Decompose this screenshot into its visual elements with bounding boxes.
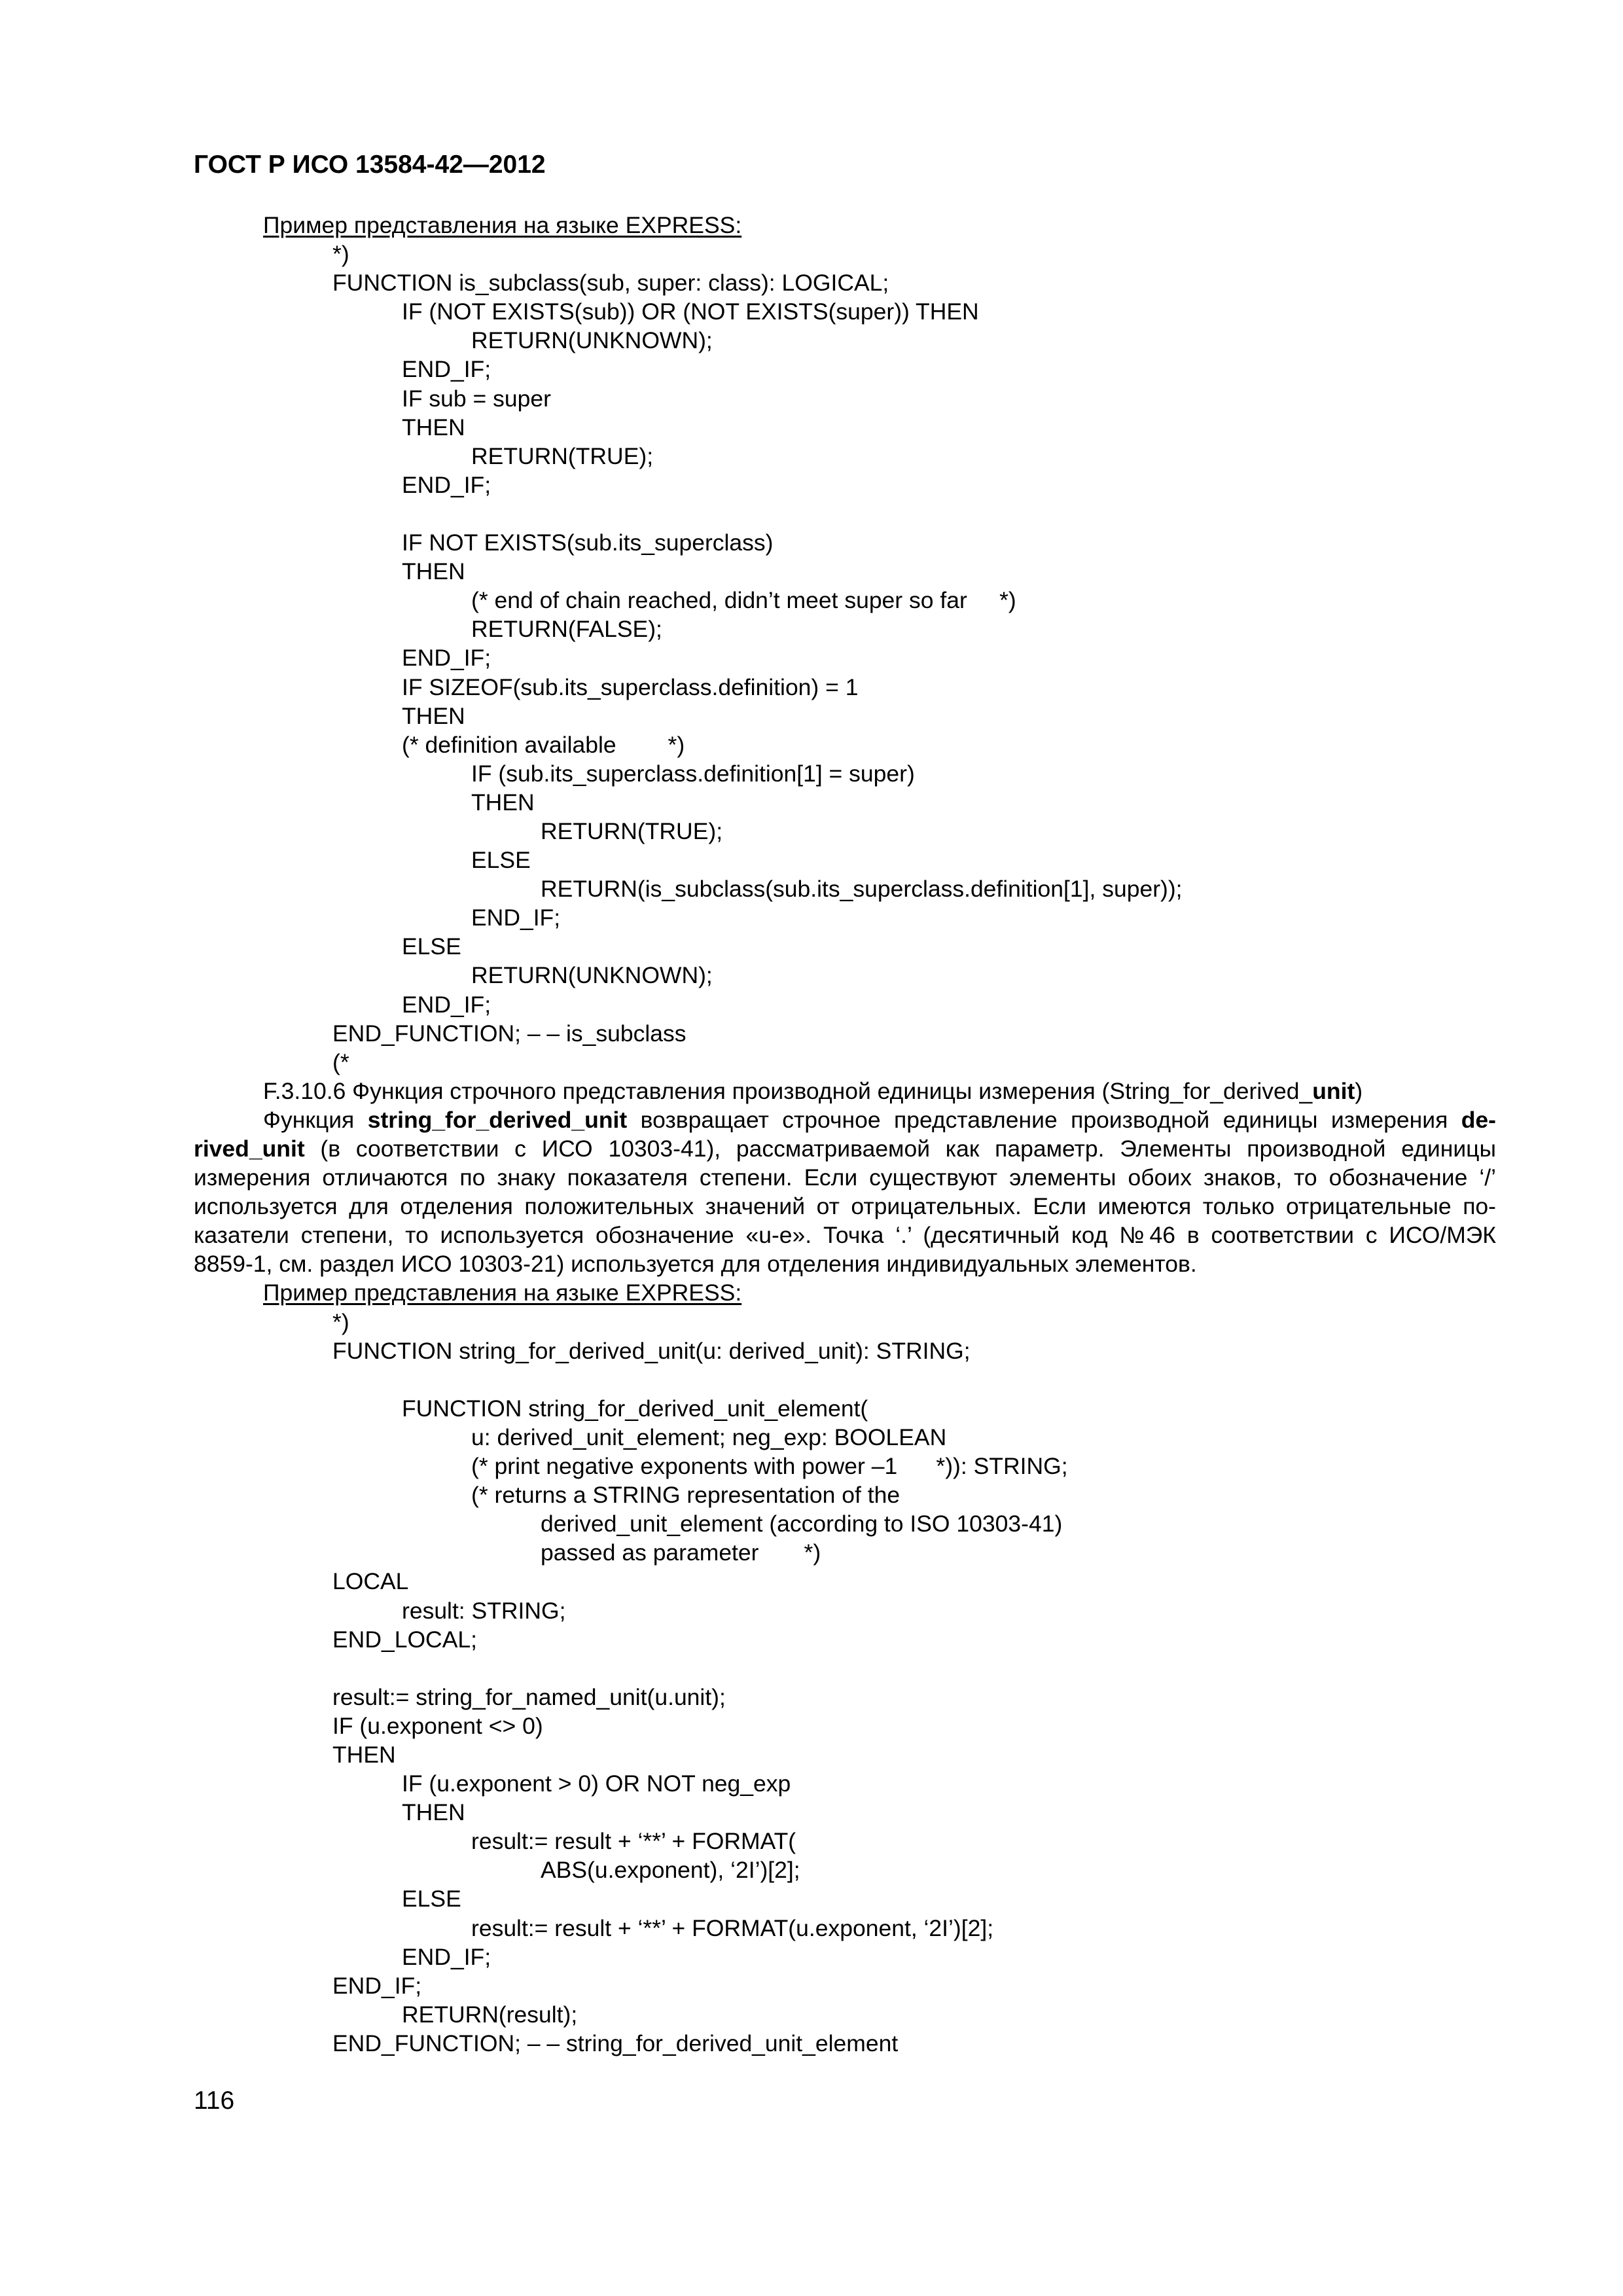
code-block-string-for-derived-unit <box>194 1308 1496 2058</box>
code-comment-line: derived_unit_element (according to ISO 10303-41) <box>541 1511 1063 1537</box>
code-line: FUNCTION string_for_derived_unit_element( <box>402 1395 868 1422</box>
code-line: END_IF; <box>402 471 491 498</box>
code-line-blank <box>194 1654 1496 1683</box>
code-line: END_IF; <box>471 905 561 931</box>
paragraph-line <box>194 1105 1496 1134</box>
code-line: ELSE <box>402 1886 461 1912</box>
paragraph-line: используется для отделения положительных значений от отрицательных. Если имеются только отрицательные по- <box>194 1193 1496 1220</box>
code-line: END_FUNCTION; – – string_for_derived_unit_element <box>332 2030 899 2056</box>
code-line: ABS(u.exponent), ‘2I’)[2]; <box>541 1857 800 1884</box>
document-header: ГОСТ Р ИСО 13584-42—2012 <box>194 151 546 179</box>
code-line: RETURN(is_subclass(sub.its_superclass.definition[1], super)); <box>541 876 1183 903</box>
code-line: THEN <box>471 789 535 816</box>
paragraph-text: (в соответствии с ИСО 10303-41), рассматриваемой как параметр. Элементы производной единицы <box>304 1136 1496 1162</box>
code-line-blank <box>194 1365 1496 1394</box>
code-line: RETURN(TRUE); <box>541 817 723 844</box>
code-comment-line: (* definition available *) <box>402 731 685 758</box>
example-heading-1: Пример представления на языке EXPRESS: <box>263 212 742 238</box>
paragraph-text: Функция <box>263 1106 368 1133</box>
page-number: 116 <box>194 2087 235 2115</box>
code-line: END_IF; <box>402 1943 491 1970</box>
code-line: IF (sub.its_superclass.definition[1] = super) <box>471 760 915 787</box>
code-line: result:= result + ‘**’ + FORMAT(u.exponent, ‘2I’)[2]; <box>471 1914 994 1941</box>
type-name-bold: rived_unit <box>194 1136 305 1162</box>
code-line: IF (u.exponent > 0) OR NOT neg_exp <box>402 1770 791 1797</box>
code-line: END_IF; <box>402 991 491 1018</box>
code-line: END_LOCAL; <box>332 1626 477 1653</box>
code-line: THEN <box>402 558 465 585</box>
page-content <box>194 211 1496 2058</box>
code-line: result: STRING; <box>402 1597 566 1624</box>
code-line: ELSE <box>471 847 531 874</box>
code-line: FUNCTION is_subclass(sub, super: class): LOGICAL; <box>332 270 889 296</box>
section-heading-text: F.3.10.6 Функция строчного представления производной единицы измерения (String_for_derived_ <box>263 1077 1313 1104</box>
paragraph-line: измерения отличаются по знаку показателя степени. Если существуют элементы обоих знаков, то обозначение ‘/’ <box>194 1164 1496 1191</box>
type-name-bold: de- <box>1461 1106 1496 1133</box>
code-line: *) <box>332 241 349 268</box>
code-line: END_IF; <box>402 645 491 672</box>
code-line: RETURN(UNKNOWN); <box>471 327 713 354</box>
code-line: ELSE <box>402 933 461 960</box>
code-line: (* <box>332 1049 349 1075</box>
code-comment-line: (* end of chain reached, didn’t meet super so far *) <box>471 587 1016 614</box>
code-line: *) <box>332 1308 349 1335</box>
code-line: RETURN(TRUE); <box>471 442 654 469</box>
section-heading <box>194 1077 1496 1105</box>
code-block-is-subclass <box>194 240 1496 1077</box>
code-line: u: derived_unit_element; neg_exp: BOOLEAN <box>471 1424 947 1450</box>
code-line: LOCAL <box>332 1568 409 1595</box>
code-line: IF sub = super <box>402 385 551 412</box>
section-heading-bold: unit <box>1312 1077 1355 1104</box>
code-line: IF (NOT EXISTS(sub)) OR (NOT EXISTS(super)) THEN <box>402 298 979 325</box>
code-line: RETURN(UNKNOWN); <box>471 962 713 989</box>
code-line: END_IF; <box>332 1972 422 1999</box>
code-line: THEN <box>402 414 465 440</box>
code-comment-line: (* print negative exponents with power –1 *)): STRING; <box>471 1453 1068 1480</box>
code-line: FUNCTION string_for_derived_unit(u: derived_unit): STRING; <box>332 1337 971 1364</box>
code-line: THEN <box>332 1741 396 1768</box>
code-line: IF (u.exponent <> 0) <box>332 1712 543 1739</box>
code-line: result:= result + ‘**’ + FORMAT( <box>471 1828 796 1855</box>
code-line: THEN <box>402 702 465 729</box>
code-line: END_FUNCTION; – – is_subclass <box>332 1020 687 1047</box>
code-comment-line: (* returns a STRING representation of the <box>471 1482 901 1509</box>
code-line: RETURN(result); <box>402 2001 578 2028</box>
code-line: IF SIZEOF(sub.its_superclass.definition) = 1 <box>402 673 859 700</box>
code-line: THEN <box>402 1799 465 1826</box>
code-line: RETURN(FALSE); <box>471 616 662 643</box>
code-comment-line: passed as parameter *) <box>541 1539 821 1566</box>
section-paragraph <box>194 1105 1496 1279</box>
paragraph-line <box>194 1134 1496 1163</box>
code-line: END_IF; <box>402 356 491 383</box>
code-line-blank <box>194 499 1496 528</box>
function-name-bold: string_for_derived_unit <box>367 1106 628 1133</box>
paragraph-line: казатели степени, то используется обозначение «u-e». Точка ‘.’ (десятичный код №46 в соответствии с ИСО/МЭК <box>194 1222 1496 1249</box>
section-heading-suffix: ) <box>1355 1077 1363 1104</box>
code-line: result:= string_for_named_unit(u.unit); <box>332 1683 726 1710</box>
code-line: IF NOT EXISTS(sub.its_superclass) <box>402 529 774 556</box>
example-heading-2: Пример представления на языке EXPRESS: <box>263 1280 742 1306</box>
paragraph-line-last: 8859-1, см. раздел ИСО 10303-21) используется для отделения индивидуальных элементов. <box>194 1251 1197 1278</box>
paragraph-text: возвращает строчное представление производной единицы измерения <box>627 1106 1461 1133</box>
